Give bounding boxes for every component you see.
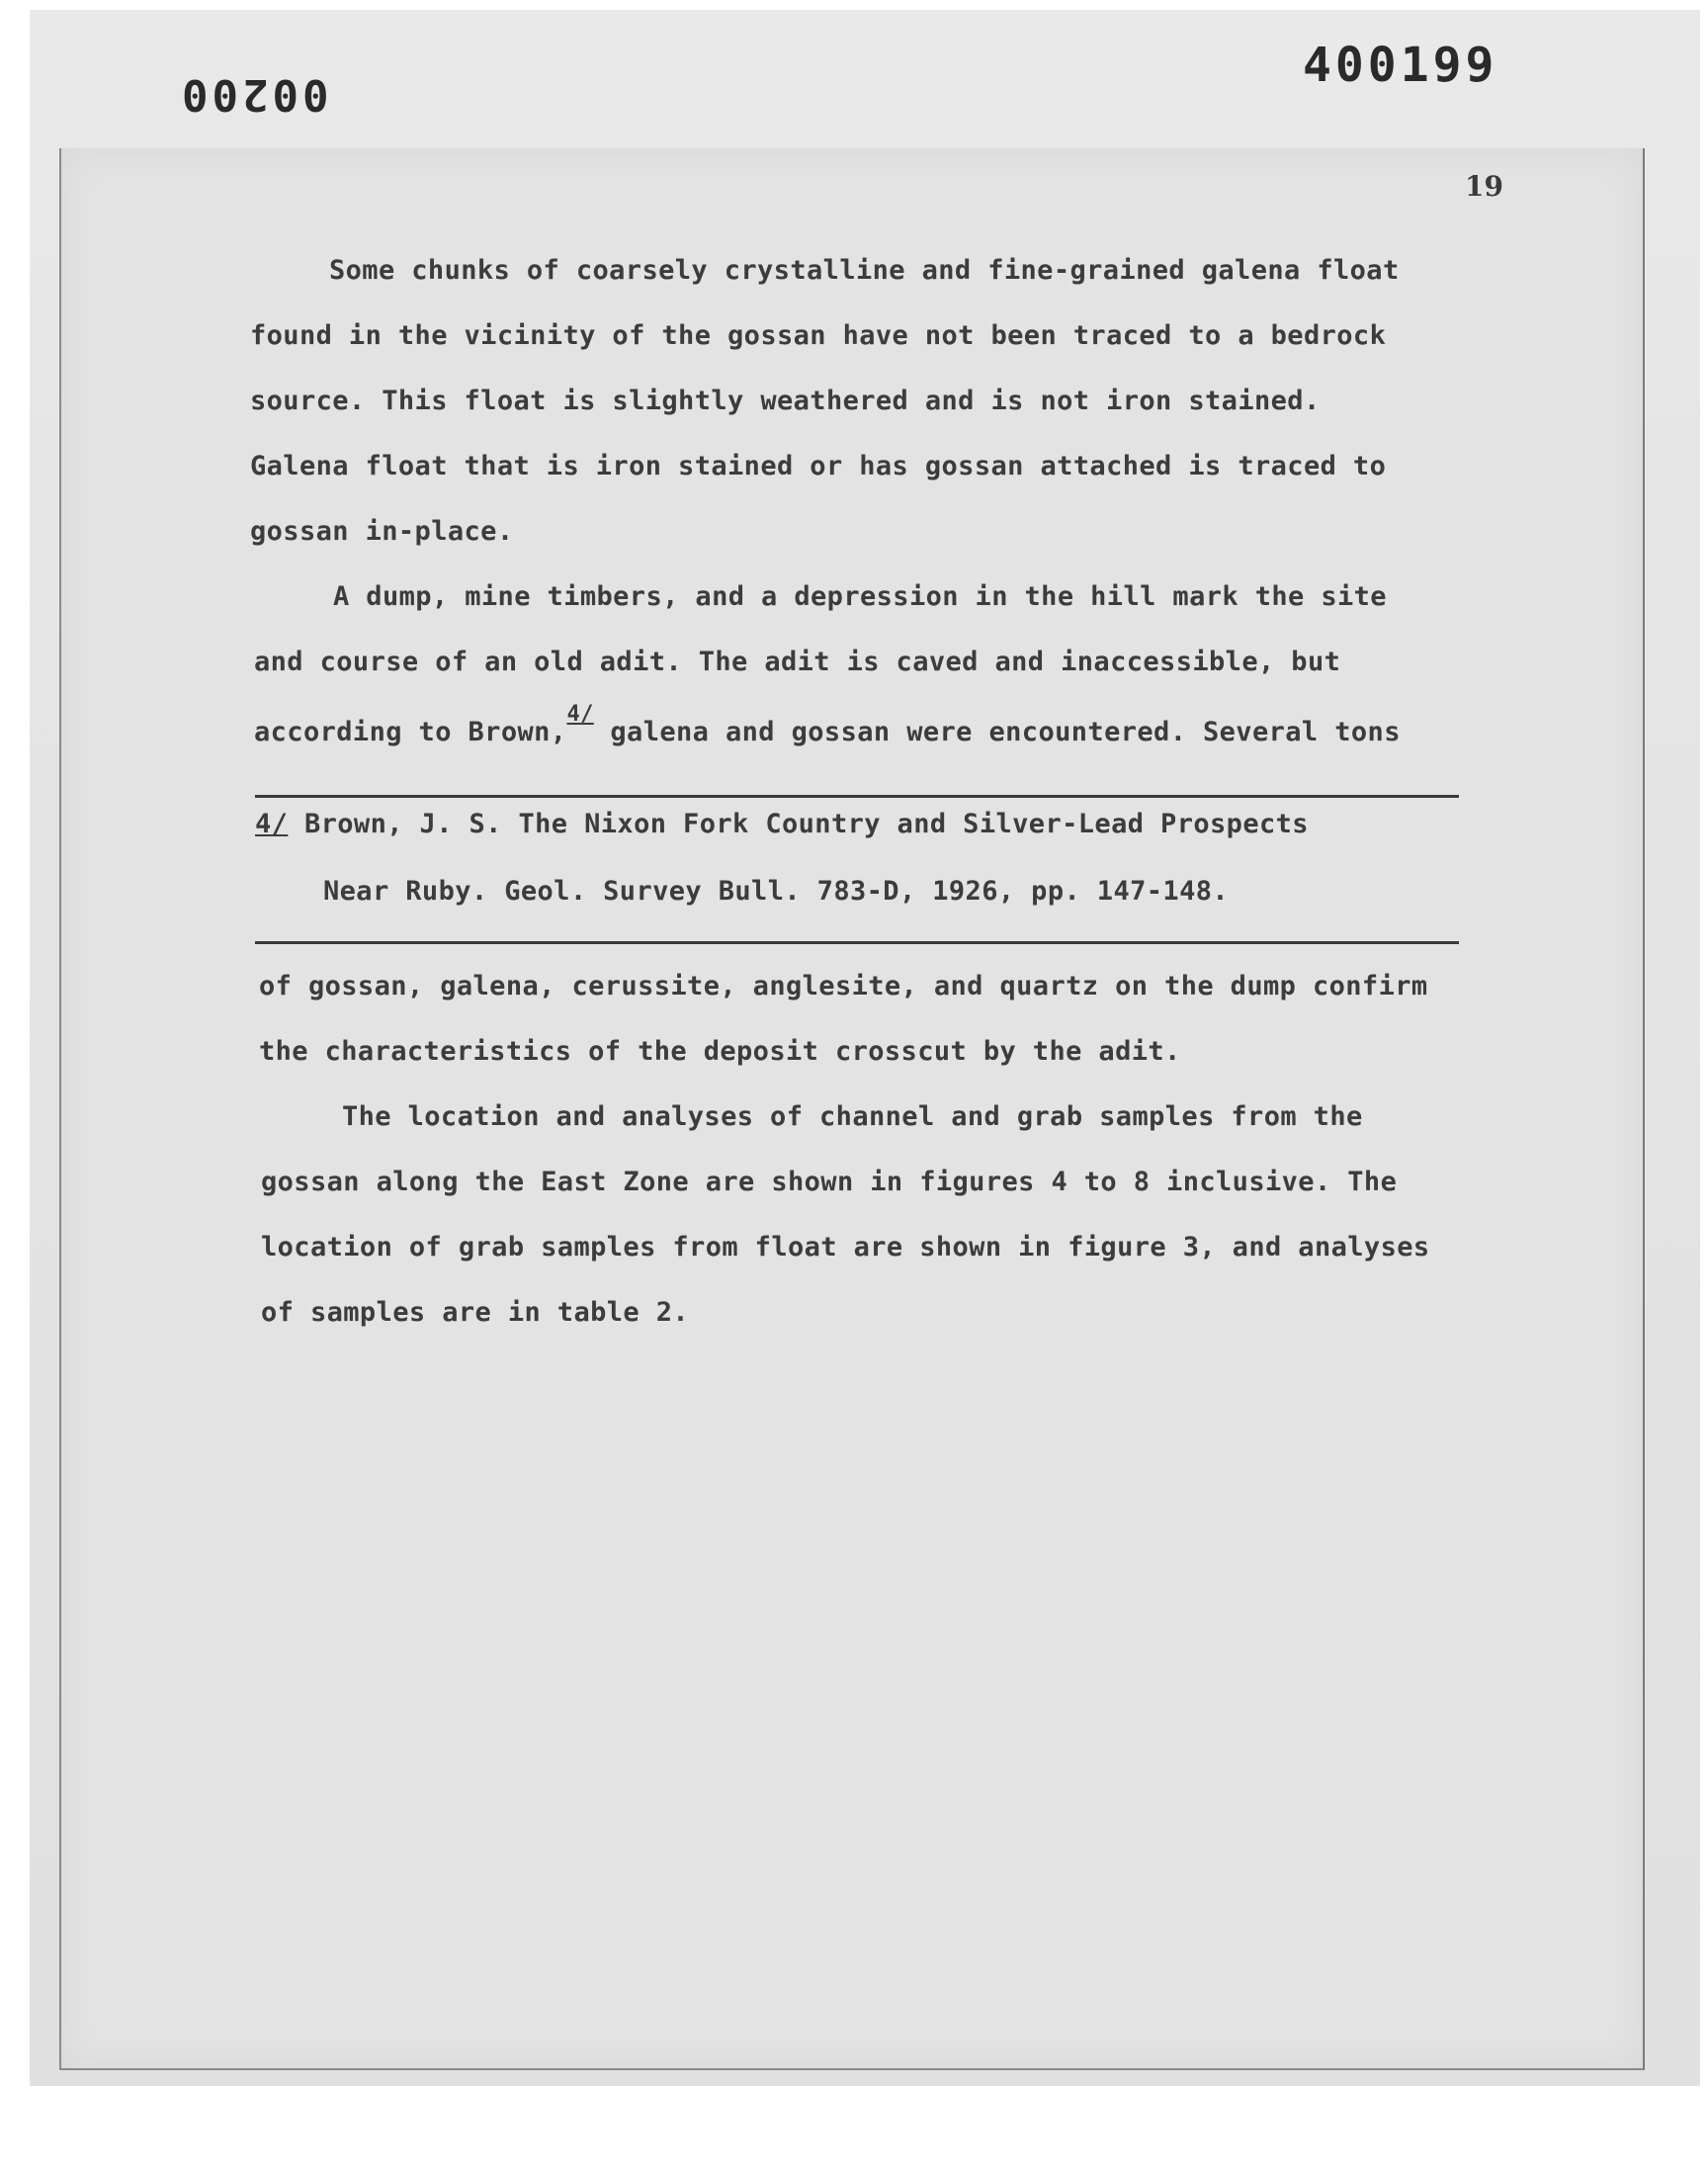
body-line: Some chunks of coarsely crystalline and fine-grained galena float (329, 255, 1400, 286)
body-line: found in the vicinity of the gossan have not been traced to a bedrock (250, 320, 1387, 351)
body-line: Galena float that is iron stained or has gossan attached is traced to (250, 451, 1387, 481)
body-line: The location and analyses of channel and grab samples from the (342, 1101, 1363, 1132)
body-text: galena and gossan were encountered. Several tons (593, 717, 1401, 747)
body-line: of gossan, galena, cerussite, anglesite, and quartz on the dump confirm (259, 971, 1428, 1001)
body-line: gossan along the East Zone are shown in figures 4 to 8 inclusive. The (261, 1167, 1398, 1197)
body-text: according to Brown, (254, 717, 567, 747)
body-line: and course of an old adit. The adit is caved and inaccessible, but (254, 647, 1341, 677)
footnote-rule-top (255, 795, 1459, 798)
body-line: A dump, mine timbers, and a depression in the hill mark the site (333, 581, 1387, 612)
document-stamp-left: 00200 (178, 69, 329, 120)
page-number: 19 (1465, 170, 1503, 203)
footnote-reference: 4/ (566, 702, 594, 727)
footnote-line: Near Ruby. Geol. Survey Bull. 783-D, 1926, pp. 147-148. (323, 876, 1230, 907)
footnote-rule-bottom (255, 941, 1459, 944)
footnote-text: Brown, J. S. The Nixon Fork Country and Silver-Lead Prospects (288, 809, 1309, 839)
document-stamp-right: 400199 (1303, 38, 1498, 93)
body-line-with-footnote-ref (254, 702, 1401, 747)
body-line: gossan in-place. (250, 516, 514, 547)
footnote-line (255, 809, 1309, 839)
body-line: source. This float is slightly weathered and is not iron stained. (250, 386, 1321, 416)
body-line: location of grab samples from float are shown in figure 3, and analyses (261, 1232, 1430, 1262)
footnote-marker: 4/ (255, 809, 289, 839)
body-line: the characteristics of the deposit crosscut by the adit. (259, 1036, 1181, 1067)
body-line: of samples are in table 2. (261, 1297, 690, 1328)
